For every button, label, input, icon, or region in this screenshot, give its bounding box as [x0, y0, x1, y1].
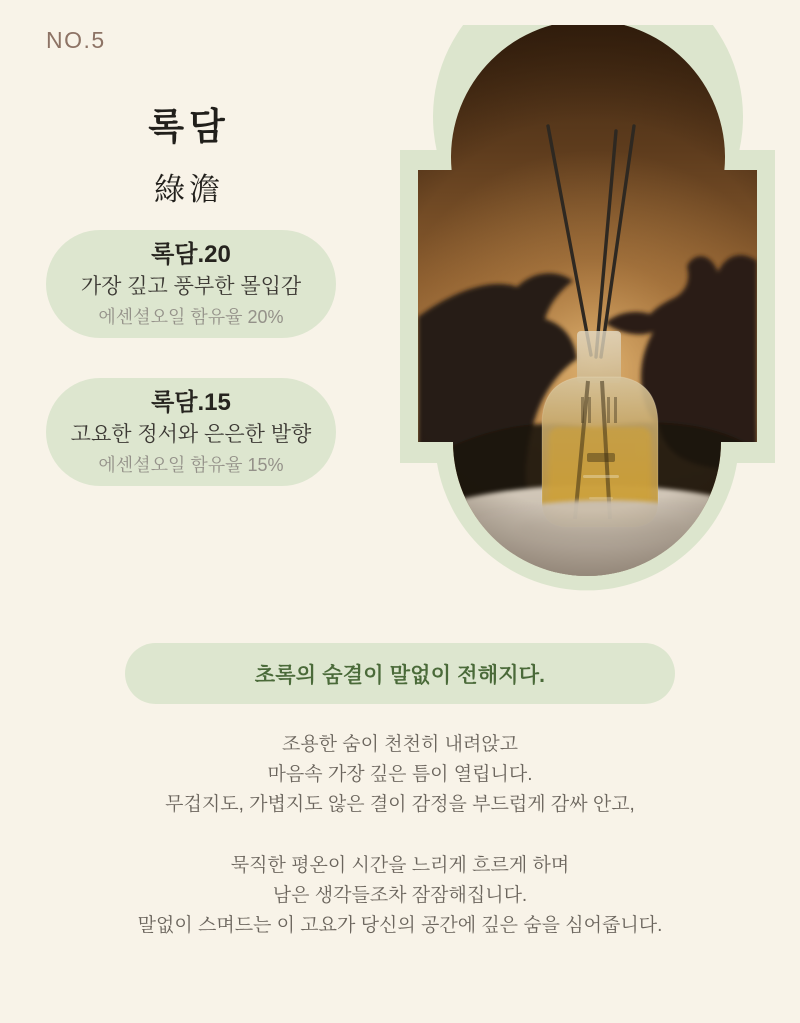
description-paragraph-1 [0, 730, 800, 820]
variant-name: 록담.20 [151, 240, 231, 268]
variant-tagline: 고요한 정서와 은은한 발향 [70, 422, 312, 446]
paragraph-line: 남은 생각들조차 잠잠해집니다. [272, 885, 528, 906]
paragraph-line: 묵직한 평온이 시간을 느리게 흐르게 하며 [230, 855, 570, 876]
hero-arch-image [395, 25, 780, 595]
paragraph-line: 조용한 숨이 천천히 내려앉고 [281, 734, 519, 755]
product-number-badge: NO.5 [46, 27, 106, 53]
variant-card-20 [46, 230, 336, 338]
variant-oil-note: 에센셜오일 함유율 15% [98, 454, 284, 475]
headline-banner [125, 643, 675, 704]
product-title-block [0, 96, 378, 209]
headline-text: 초록의 숨결이 말없이 전해지다. [254, 663, 546, 687]
paragraph-line: 무겁지도, 가볍지도 않은 결이 감정을 부드럽게 감싸 안고, [165, 794, 635, 815]
paragraph-line: 마음속 가장 깊은 틈이 열립니다. [267, 764, 533, 785]
variant-card-15 [46, 378, 336, 486]
product-title-korean: 록담 [148, 104, 230, 148]
paragraph-line: 말없이 스며드는 이 고요가 당신의 공간에 깊은 숨을 심어줍니다. [137, 915, 663, 936]
description-paragraph-2 [0, 851, 800, 941]
variant-name: 록담.15 [151, 388, 231, 416]
product-title-hanja: 綠澹 [154, 172, 224, 208]
variant-tagline: 가장 깊고 풍부한 몰입감 [80, 274, 302, 298]
variant-oil-note: 에센셜오일 함유율 20% [98, 306, 284, 327]
